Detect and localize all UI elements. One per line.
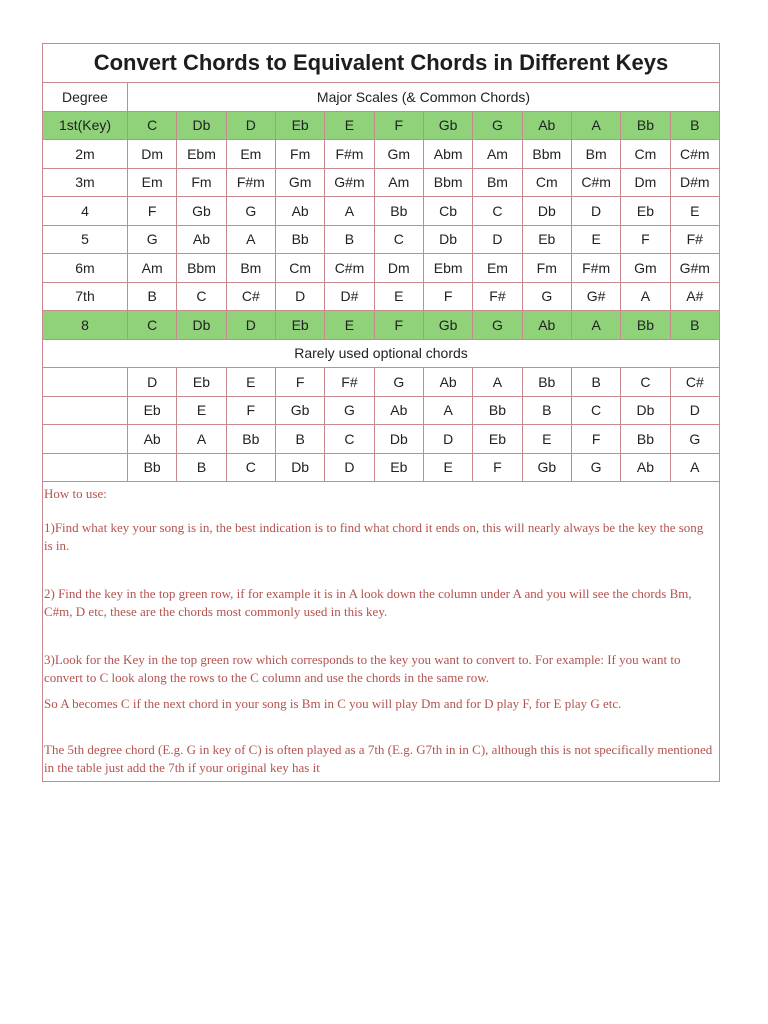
optional-table-row (43, 425, 720, 454)
optional-chord-cell: A (423, 396, 472, 425)
chord-cell: Ab (275, 197, 324, 226)
chord-cell: Am (128, 254, 177, 283)
chord-cell: A (621, 282, 670, 311)
degree-cell: 6m (43, 254, 128, 283)
chord-cell: Db (423, 225, 472, 254)
optional-chord-cell: B (571, 368, 620, 397)
chord-cell: F#m (226, 168, 275, 197)
table-row (43, 254, 720, 283)
chord-cell: C (128, 311, 177, 340)
optional-chords-label: Rarely used optional chords (43, 339, 720, 368)
chord-cell: F#m (571, 254, 620, 283)
optional-chord-cell: Bb (621, 425, 670, 454)
chord-cell: Ab (522, 311, 571, 340)
optional-chord-cell: G (571, 453, 620, 482)
optional-table-row (43, 368, 720, 397)
degree-cell: 4 (43, 197, 128, 226)
chord-cell: B (128, 282, 177, 311)
degree-cell: 2m (43, 140, 128, 169)
optional-chord-cell: Gb (275, 396, 324, 425)
optional-table-row (43, 396, 720, 425)
chord-cell: Eb (275, 311, 324, 340)
chord-conversion-sheet (42, 43, 720, 782)
empty-degree-cell (43, 396, 128, 425)
optional-chord-cell: Bb (522, 368, 571, 397)
chord-table (42, 82, 720, 482)
optional-chord-cell: E (226, 368, 275, 397)
optional-chord-cell: Eb (473, 425, 522, 454)
table-header-row (43, 83, 720, 112)
optional-chord-cell: D (325, 453, 374, 482)
how-to-use-heading: How to use: (44, 486, 107, 501)
chord-cell: F (374, 311, 423, 340)
chord-cell: F (621, 225, 670, 254)
table-row (43, 197, 720, 226)
chord-cell: Eb (522, 225, 571, 254)
degree-cell: 8 (43, 311, 128, 340)
chord-cell: C#m (325, 254, 374, 283)
chord-cell: Cm (275, 254, 324, 283)
optional-chord-cell: F (226, 396, 275, 425)
chord-cell: Am (374, 168, 423, 197)
chord-cell: G#m (670, 254, 719, 283)
chord-cell: Em (226, 140, 275, 169)
optional-chord-cell: F (571, 425, 620, 454)
chord-cell: G (522, 282, 571, 311)
chord-cell: D (473, 225, 522, 254)
optional-chord-cell: Ab (423, 368, 472, 397)
optional-chord-cell: Ab (128, 425, 177, 454)
chord-cell: Gm (275, 168, 324, 197)
chord-cell: Ab (522, 111, 571, 140)
chord-cell: A (325, 197, 374, 226)
chord-cell: F (374, 111, 423, 140)
degree-cell: 5 (43, 225, 128, 254)
table-row (43, 111, 720, 140)
chord-cell: F# (473, 282, 522, 311)
chord-cell: G (473, 311, 522, 340)
chord-cell: F (128, 197, 177, 226)
optional-chord-cell: Db (374, 425, 423, 454)
chord-cell: D# (325, 282, 374, 311)
chord-cell: Am (473, 140, 522, 169)
table-row (43, 311, 720, 340)
degree-header: Degree (43, 83, 128, 112)
chord-cell: E (670, 197, 719, 226)
chord-cell: B (670, 311, 719, 340)
chord-cell: Fm (522, 254, 571, 283)
chord-cell: B (670, 111, 719, 140)
degree-cell: 7th (43, 282, 128, 311)
chord-cell: Bb (621, 311, 670, 340)
chord-cell: Ab (177, 225, 226, 254)
chord-cell: Bb (275, 225, 324, 254)
optional-chords-label-row (43, 339, 720, 368)
chord-cell: Bm (473, 168, 522, 197)
major-scales-header: Major Scales (& Common Chords) (128, 83, 720, 112)
chord-cell: Dm (374, 254, 423, 283)
chord-cell: Bbm (423, 168, 472, 197)
chord-cell: Cm (522, 168, 571, 197)
degree-cell: 1st(Key) (43, 111, 128, 140)
optional-chord-cell: E (423, 453, 472, 482)
optional-table-row (43, 453, 720, 482)
chord-cell: Db (177, 311, 226, 340)
chord-cell: Ebm (423, 254, 472, 283)
chord-cell: Gb (177, 197, 226, 226)
empty-degree-cell (43, 453, 128, 482)
optional-chord-cell: G (670, 425, 719, 454)
optional-chord-cell: D (670, 396, 719, 425)
chord-cell: Bm (571, 140, 620, 169)
optional-chord-cell: A (177, 425, 226, 454)
how-to-use-step-1: 1)Find what key your song is in, the best indication is to find what chord it ends on, this will nearly always be the key the song is in. (44, 520, 704, 553)
chord-cell: Db (522, 197, 571, 226)
optional-chord-cell: Ab (374, 396, 423, 425)
optional-chord-cell: D (128, 368, 177, 397)
table-row (43, 168, 720, 197)
chord-cell: E (374, 282, 423, 311)
chord-cell: G (226, 197, 275, 226)
chord-cell: Bbm (522, 140, 571, 169)
chord-cell: C (473, 197, 522, 226)
optional-chord-cell: C# (670, 368, 719, 397)
empty-degree-cell (43, 425, 128, 454)
chord-cell: Fm (275, 140, 324, 169)
chord-cell: E (325, 111, 374, 140)
optional-chord-cell: A (473, 368, 522, 397)
chord-cell: Gb (423, 111, 472, 140)
optional-chord-cell: B (275, 425, 324, 454)
chord-cell: Em (473, 254, 522, 283)
chord-cell: Cb (423, 197, 472, 226)
chord-cell: Cm (621, 140, 670, 169)
chord-cell: Bb (621, 111, 670, 140)
optional-chord-cell: C (571, 396, 620, 425)
chord-cell: E (571, 225, 620, 254)
optional-chord-cell: D (423, 425, 472, 454)
chord-cell: Bb (374, 197, 423, 226)
chord-cell: Eb (621, 197, 670, 226)
chord-cell: G (128, 225, 177, 254)
optional-chord-cell: Eb (177, 368, 226, 397)
optional-chord-cell: Bb (473, 396, 522, 425)
how-to-use-fifth-note: The 5th degree chord (E.g. G in key of C) is often played as a 7th (E.g. G7th in in C), although this is not specifically mentioned in the table just add the 7th if your original key has it (44, 742, 713, 775)
optional-chord-cell: F (473, 453, 522, 482)
chord-cell: E (325, 311, 374, 340)
chord-cell: F# (670, 225, 719, 254)
chord-cell: G#m (325, 168, 374, 197)
chord-cell: Gm (374, 140, 423, 169)
chord-cell: B (325, 225, 374, 254)
optional-chord-cell: F (275, 368, 324, 397)
chord-cell: F#m (325, 140, 374, 169)
chord-table-body (43, 83, 720, 482)
chord-cell: A (571, 311, 620, 340)
optional-chord-cell: Gb (522, 453, 571, 482)
chord-cell: A (226, 225, 275, 254)
optional-chord-cell: G (325, 396, 374, 425)
chord-cell: G# (571, 282, 620, 311)
optional-chord-cell: Eb (128, 396, 177, 425)
optional-chord-cell: A (670, 453, 719, 482)
optional-chord-cell: E (522, 425, 571, 454)
chord-cell: Ebm (177, 140, 226, 169)
chord-cell: F (423, 282, 472, 311)
how-to-use-example: So A becomes C if the next chord in your song is Bm in C you will play Dm and for D play F, for E play G etc. (44, 696, 622, 711)
chord-cell: C#m (670, 140, 719, 169)
optional-chord-cell: E (177, 396, 226, 425)
optional-chord-cell: C (621, 368, 670, 397)
chord-cell: Bbm (177, 254, 226, 283)
optional-chord-cell: Db (275, 453, 324, 482)
chord-cell: Eb (275, 111, 324, 140)
optional-chord-cell: C (226, 453, 275, 482)
chord-cell: A# (670, 282, 719, 311)
chord-cell: D (571, 197, 620, 226)
chord-cell: C#m (571, 168, 620, 197)
chord-cell: D (226, 311, 275, 340)
degree-cell: 3m (43, 168, 128, 197)
optional-chord-cell: C (325, 425, 374, 454)
chord-cell: A (571, 111, 620, 140)
chord-cell: C (374, 225, 423, 254)
chord-cell: C (177, 282, 226, 311)
chord-cell: C (128, 111, 177, 140)
table-row (43, 140, 720, 169)
optional-chord-cell: F# (325, 368, 374, 397)
optional-chord-cell: B (522, 396, 571, 425)
chord-cell: Gb (423, 311, 472, 340)
optional-chord-cell: Bb (226, 425, 275, 454)
chord-cell: Dm (128, 140, 177, 169)
page-title: Convert Chords to Equivalent Chords in Different Keys (42, 43, 720, 82)
chord-cell: Dm (621, 168, 670, 197)
chord-cell: Abm (423, 140, 472, 169)
how-to-use-step-3: 3)Look for the Key in the top green row which corresponds to the key you want to convert to. For example: If you want to convert to C look along the rows to the C column and use the chords in the same row. (44, 652, 681, 685)
chord-cell: D#m (670, 168, 719, 197)
chord-cell: Fm (177, 168, 226, 197)
optional-chord-cell: B (177, 453, 226, 482)
optional-chord-cell: Ab (621, 453, 670, 482)
how-to-use-notes (42, 482, 720, 782)
chord-cell: D (275, 282, 324, 311)
optional-chord-cell: Eb (374, 453, 423, 482)
table-row (43, 282, 720, 311)
chord-cell: C# (226, 282, 275, 311)
chord-cell: Gm (621, 254, 670, 283)
chord-cell: Bm (226, 254, 275, 283)
optional-chord-cell: Bb (128, 453, 177, 482)
chord-cell: Db (177, 111, 226, 140)
chord-cell: Em (128, 168, 177, 197)
table-row (43, 225, 720, 254)
chord-cell: G (473, 111, 522, 140)
optional-chord-cell: Db (621, 396, 670, 425)
optional-chord-cell: G (374, 368, 423, 397)
chord-cell: D (226, 111, 275, 140)
empty-degree-cell (43, 368, 128, 397)
how-to-use-step-2: 2) Find the key in the top green row, if for example it is in A look down the column under A and you will see the chords Bm, C#m, D etc, these are the chords most commonly used in this key. (44, 586, 692, 619)
